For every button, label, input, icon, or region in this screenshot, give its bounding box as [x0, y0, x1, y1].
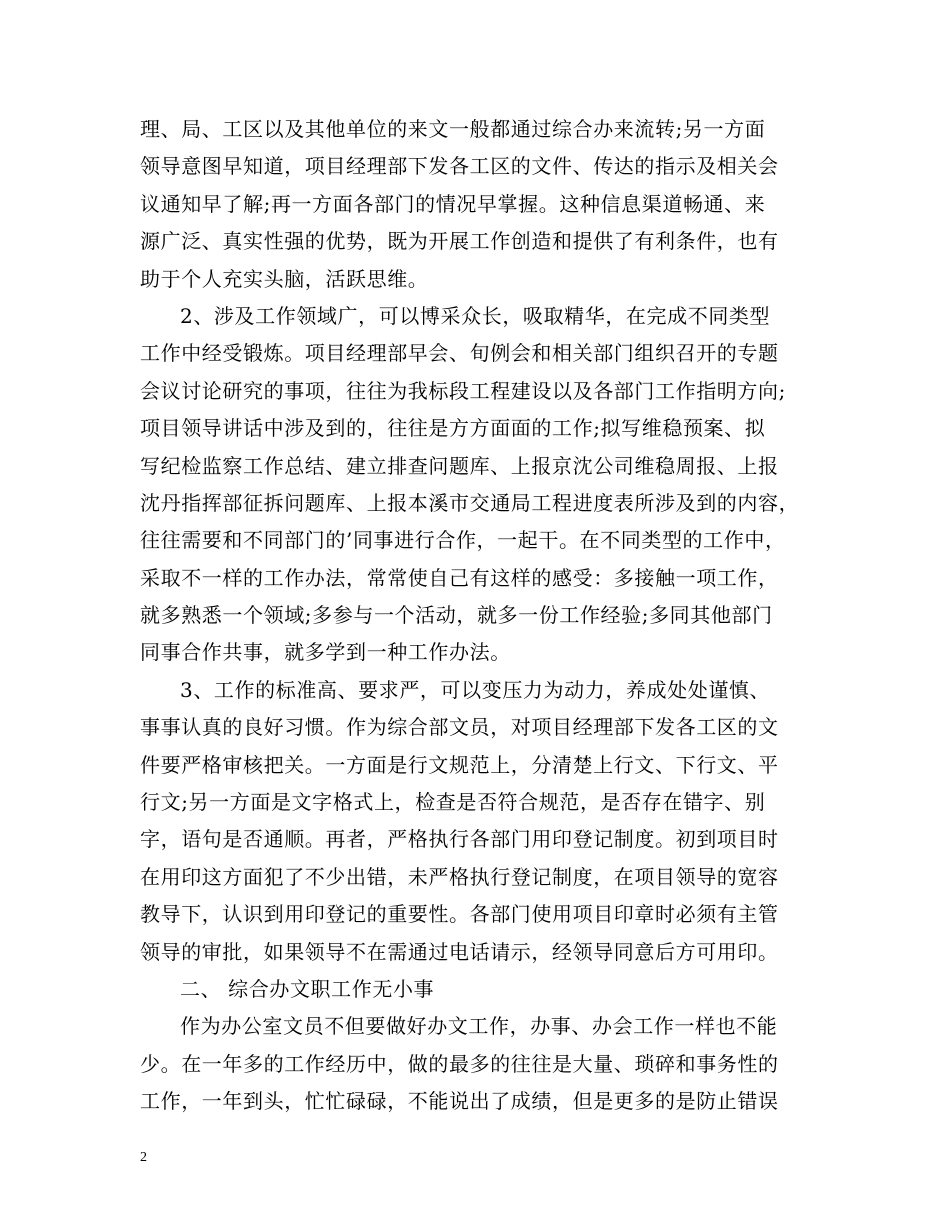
text-line: 往往需要和不同部门的’同事进行合作，一起干。在不同类型的工作中，: [140, 528, 786, 553]
text-line: 件要严格审核把关。一方面是行文规范上，分清楚上行文、下行文、平: [140, 752, 779, 777]
text-line: 会议讨论研究的事项，往往为我标段工程建设以及各部门工作指明方向;: [140, 378, 786, 403]
text-line: 领导的审批，如果领导不在需通过电话请示，经领导同意后方可用印。: [140, 939, 779, 964]
paragraph-start-line: 2、涉及工作领域广，可以博采众长，吸取精华，在完成不同类型: [180, 303, 771, 328]
text-line: 工作，一年到头，忙忙碌碌，不能说出了成绩，但是更多的是防止错误: [140, 1089, 779, 1114]
text-line: 写纪检监察工作总结、建立排查问题库、上报京沈公司维稳周报、上报: [140, 453, 779, 478]
paragraph-start-line: 作为办公室文员不但要做好办文工作，办事、办会工作一样也不能: [180, 1014, 778, 1039]
text-line: 同事合作共事，就多学到一种工作办法。: [140, 640, 511, 665]
text-line: 少。在一年多的工作经历中，做的最多的往往是大量、琐碎和事务性的: [140, 1051, 779, 1076]
body-text: [140, 111, 820, 1121]
text-line: 在用印这方面犯了不少出错，未严格执行登记制度，在项目领导的宽容: [140, 864, 779, 889]
text-line: 行文;另一方面是文字格式上，检查是否符合规范，是否存在错字、别: [140, 790, 766, 815]
page-number: 2: [140, 1150, 147, 1165]
text-line: 采取不一样的工作办法，常常使自己有这样的感受：多接触一项工作，: [140, 565, 779, 590]
text-line: 理、局、工区以及其他单位的来文一般都通过综合办来流转;另一方面: [140, 117, 766, 141]
text-line: 工作中经受锻炼。项目经理部早会、旬例会和相关部门组织召开的专题: [140, 341, 779, 366]
text-line: 字，语句是否通顺。再者，严格执行各部门用印登记制度。初到项目时: [140, 827, 779, 852]
section-heading: 二、 综合办文职工作无小事: [180, 976, 435, 1001]
text-line: 领导意图早知道，项目经理部下发各工区的文件、传达的指示及相关会: [140, 154, 779, 179]
text-line: 沈丹指挥部征拆问题库、上报本溪市交通局工程进度表所涉及到的内容，: [140, 490, 800, 515]
text-line: 就多熟悉一个领域;多参与一个活动，就多一份工作经验;多同其他部门: [140, 603, 773, 628]
text-line: 项目领导讲话中涉及到的，往往是方方面面的工作;拟写维稳预案、拟: [140, 416, 766, 441]
text-line: 事事认真的良好习惯。作为综合部文员，对项目经理部下发各工区的文: [140, 715, 779, 740]
text-line: 助于个人充实头脑，活跃思维。: [140, 266, 429, 291]
text-line: 议通知早了解;再一方面各部门的情况早掌握。这种信息渠道畅通、来: [140, 191, 766, 216]
text-line: 教导下，认识到用印登记的重要性。各部门使用项目印章时必须有主管: [140, 902, 779, 927]
text-line: 源广泛、真实性强的优势，既为开展工作创造和提供了有利条件，也有: [140, 229, 779, 254]
paragraph-start-line: 3、工作的标准高、要求严，可以变压力为动力，养成处处谨慎、: [180, 677, 771, 702]
